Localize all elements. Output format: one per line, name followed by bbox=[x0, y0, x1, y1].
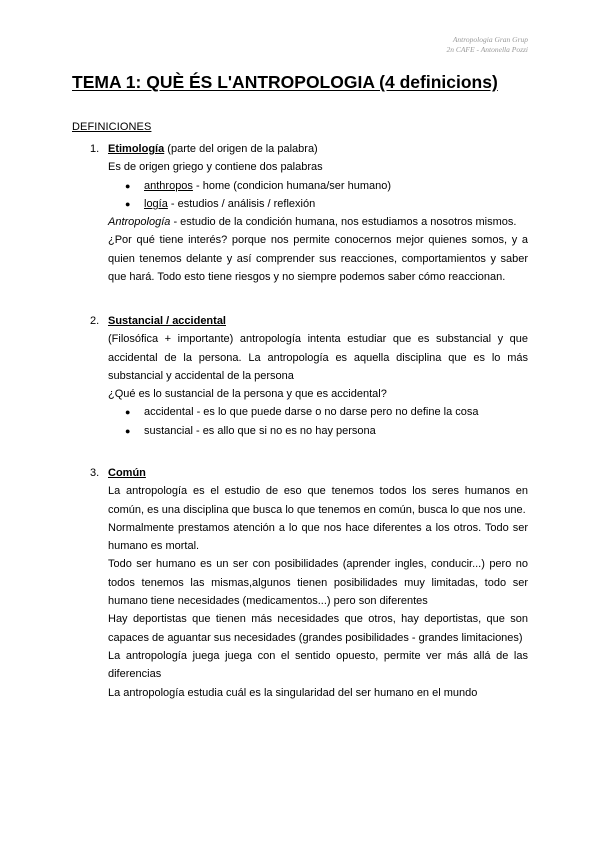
item-body bbox=[108, 312, 528, 440]
paragraph: Hay deportistas que tienen más necesidades que otros, hay deportistas, que son capaces de aguantar sus necesidades (grandes posibilidades - grandes limitaciones) bbox=[108, 613, 528, 644]
paragraph: Todo ser humano es un ser con posibilidades (aprender ingles, conducir...) pero no todos tenemos las mismas,algunos tienen posibilidades muy limitadas, todo ser humano tiene necesidades (medicamentos...) pero son diferentes bbox=[108, 558, 528, 608]
bullet-text: accidental - es lo que puede darse o no darse pero no define la cosa bbox=[144, 406, 479, 419]
bullet-text: sustancial - es allo que si no es no hay persona bbox=[144, 424, 376, 437]
item-number: 2. bbox=[90, 315, 100, 327]
bullet-icon: ● bbox=[125, 180, 131, 191]
item-body bbox=[108, 140, 528, 286]
list-item bbox=[125, 403, 528, 421]
page-header bbox=[446, 35, 528, 55]
bullet-icon: ● bbox=[125, 407, 131, 418]
paragraph: La antropología estudia cuál es la singularidad del ser humano en el mundo bbox=[108, 686, 478, 699]
bullet-icon: ● bbox=[125, 425, 131, 436]
item-heading-line bbox=[108, 312, 528, 330]
paragraph: La antropología es el estudio de eso que tenemos todos los seres humanos en común, es una disciplina que busca lo que tenemos en común, busca lo que nos une. bbox=[108, 485, 528, 516]
item-number: 1. bbox=[90, 143, 100, 155]
item-number: 3. bbox=[90, 467, 100, 479]
paragraph: La antropología juega juega con el sentido opuesto, permite ver más allá de las diferencias bbox=[108, 649, 528, 681]
bullet-list bbox=[108, 177, 528, 214]
italic-term: Antropología bbox=[108, 216, 171, 229]
item-question: ¿Qué es lo sustancial de la persona y que es accidental? bbox=[108, 388, 387, 401]
paragraph: (Filosófica + importante) antropología intenta estudiar que es substancial y que accidental de la persona. La antropología es aquella disciplina que es lo más substancial y accidental de la persona bbox=[108, 333, 528, 382]
paragraph: Normalmente prestamos atención a lo que nos hace diferentes a los otros. Todo ser humano es mortal. bbox=[108, 521, 528, 553]
item-heading-line bbox=[108, 464, 528, 482]
item-heading: Etimología bbox=[108, 143, 165, 155]
item-heading-note: (parte del origen de la palabra) bbox=[164, 143, 318, 155]
item-heading: Común bbox=[108, 467, 146, 479]
item-heading-line bbox=[108, 140, 528, 158]
bullet-text: - estudios / análisis / reflexión bbox=[167, 197, 316, 210]
list-item bbox=[125, 177, 528, 195]
header-author: 2n CAFE - Antonella Pozzi bbox=[446, 45, 528, 54]
bullet-list bbox=[108, 403, 528, 440]
bullet-text: - home (condicion humana/ser humano) bbox=[192, 179, 392, 192]
paragraph: ¿Por qué tiene interés? porque nos permite conocernos mejor quienes somos, y a quien tenemos delante y así comprender sus reacciones, comportamientos y saber que hará. Todo esto tiene riesgos y no siempre podemos saber cómo reaccionan. bbox=[108, 234, 528, 284]
bullet-term: logía bbox=[144, 197, 168, 210]
list-item bbox=[125, 195, 528, 213]
bullet-icon: ● bbox=[125, 198, 131, 209]
document-title: TEMA 1: QUÈ ÉS L'ANTROPOLOGIA (4 definicions) bbox=[72, 72, 498, 92]
item-heading: Sustancial / accidental bbox=[108, 315, 226, 327]
bullet-term: anthropos bbox=[144, 179, 193, 192]
definition-line bbox=[108, 213, 528, 231]
section-heading: DEFINICIONES bbox=[72, 121, 152, 133]
list-item bbox=[125, 422, 528, 440]
definition-text: - estudio de la condición humana, nos estudiamos a nosotros mismos. bbox=[170, 216, 517, 229]
item-intro: Es de origen griego y contiene dos palabras bbox=[108, 161, 323, 174]
item-body bbox=[108, 464, 528, 702]
header-course: Antropologia Gran Grup bbox=[452, 35, 528, 44]
